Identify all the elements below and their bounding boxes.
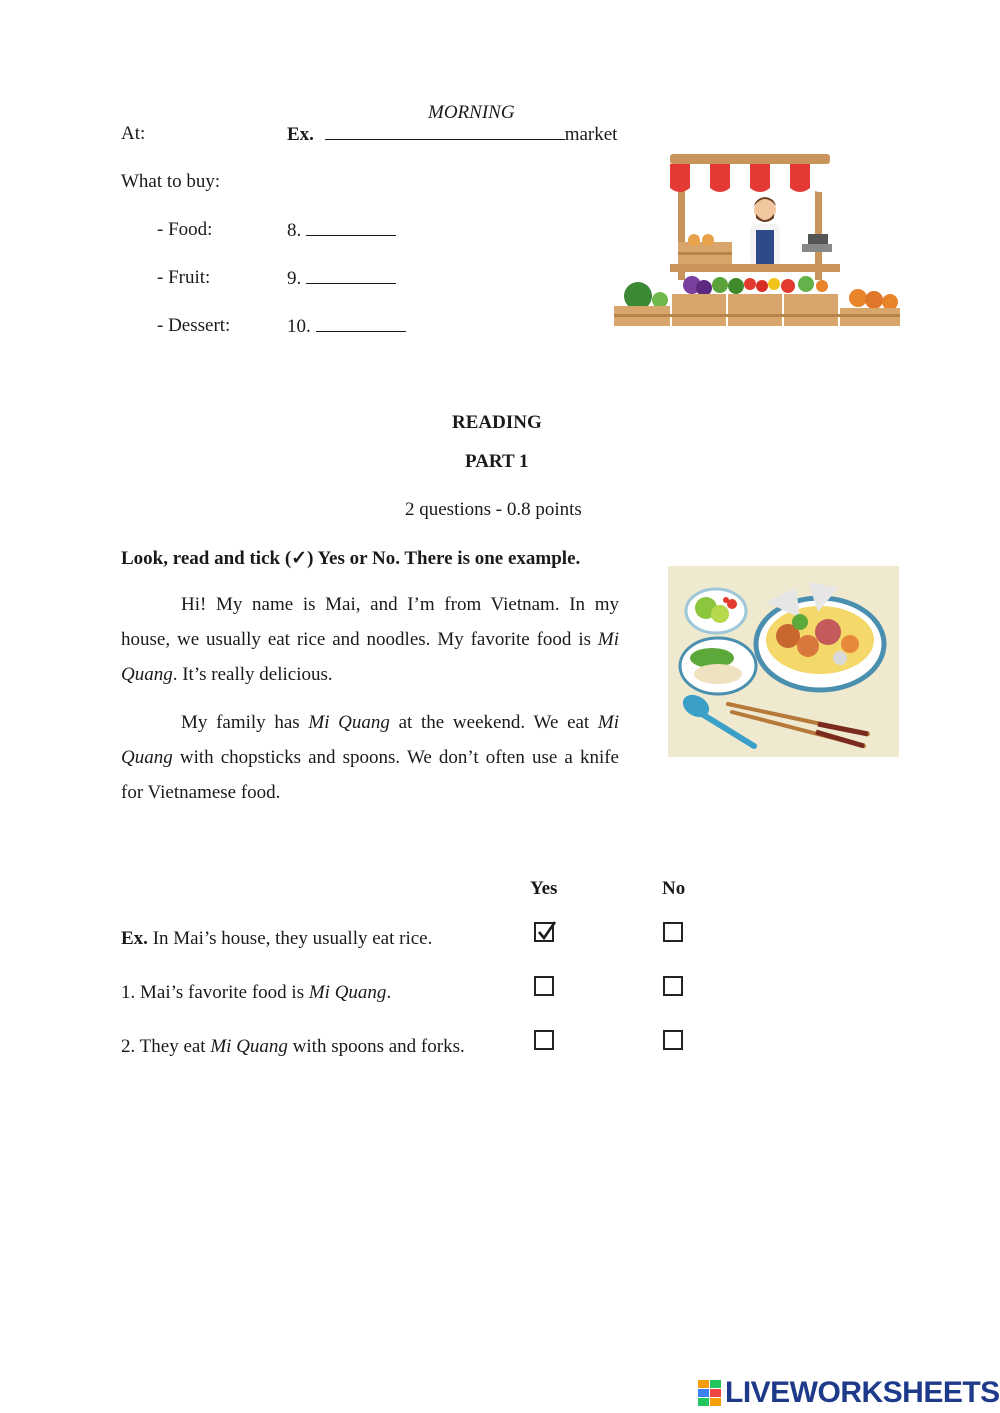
- section-title: MORNING: [428, 102, 515, 123]
- reading-paragraph-1: Hi! My name is Mai, and I’m from Vietnam. In my house, we usually eat rice and noodles. My favorite food is Mi Quang. It’s really delicious.: [121, 594, 619, 685]
- at-label: At:: [121, 123, 146, 144]
- example-label: Ex.: [287, 124, 314, 145]
- at-example: [287, 123, 617, 146]
- item-dessert-label: - Dessert:: [157, 315, 231, 336]
- answer-blank-9[interactable]: [306, 267, 396, 284]
- what-to-buy-label: What to buy:: [121, 171, 221, 192]
- logo-text: LIVEWORKSHEETS: [725, 1376, 1000, 1409]
- item-dessert-answer: [287, 315, 406, 338]
- question-example: Ex. In Mai’s house, they usually eat rice.: [121, 928, 433, 949]
- no-header: No: [662, 878, 686, 899]
- example-answer-suffix: market: [564, 124, 618, 145]
- question-1: 1. Mai’s favorite food is Mi Quang.: [121, 982, 392, 1003]
- yes-header: Yes: [530, 878, 558, 899]
- part-title: PART 1: [465, 451, 529, 472]
- item-food-label: - Food:: [157, 219, 213, 240]
- answer-blank-8[interactable]: [306, 219, 396, 236]
- market-stall-illustration: [612, 150, 902, 330]
- item-food-answer: [287, 219, 396, 242]
- instruction: Look, read and tick (✓) Yes or No. There is one example.: [121, 548, 581, 569]
- example-answer-blank[interactable]: [325, 123, 565, 140]
- liveworksheets-logo[interactable]: [698, 1376, 1000, 1410]
- question-2: 2. They eat Mi Quang with spoons and forks.: [121, 1036, 465, 1057]
- item-fruit-answer: [287, 267, 396, 290]
- answer-blank-10[interactable]: [316, 315, 406, 332]
- logo-mark-icon: [698, 1380, 722, 1406]
- reading-paragraph-2: My family has Mi Quang at the weekend. We eat Mi Quang with chopsticks and spoons. We don’t often use a knife for Vietnamese food.: [121, 712, 620, 803]
- no-checkbox-example[interactable]: [663, 922, 683, 942]
- yes-checkbox-2[interactable]: [534, 1030, 554, 1050]
- question-number: 10.: [287, 316, 311, 337]
- questions-info: 2 questions - 0.8 points: [405, 499, 582, 520]
- question-number: 9.: [287, 268, 302, 289]
- question-number: 8.: [287, 220, 302, 241]
- no-checkbox-2[interactable]: [663, 1030, 683, 1050]
- yes-checkbox-1[interactable]: [534, 976, 554, 996]
- mi-quang-illustration: [668, 566, 899, 757]
- item-fruit-label: - Fruit:: [157, 267, 211, 288]
- no-checkbox-1[interactable]: [663, 976, 683, 996]
- yes-checkbox-example[interactable]: [534, 922, 554, 942]
- reading-title: READING: [452, 412, 542, 433]
